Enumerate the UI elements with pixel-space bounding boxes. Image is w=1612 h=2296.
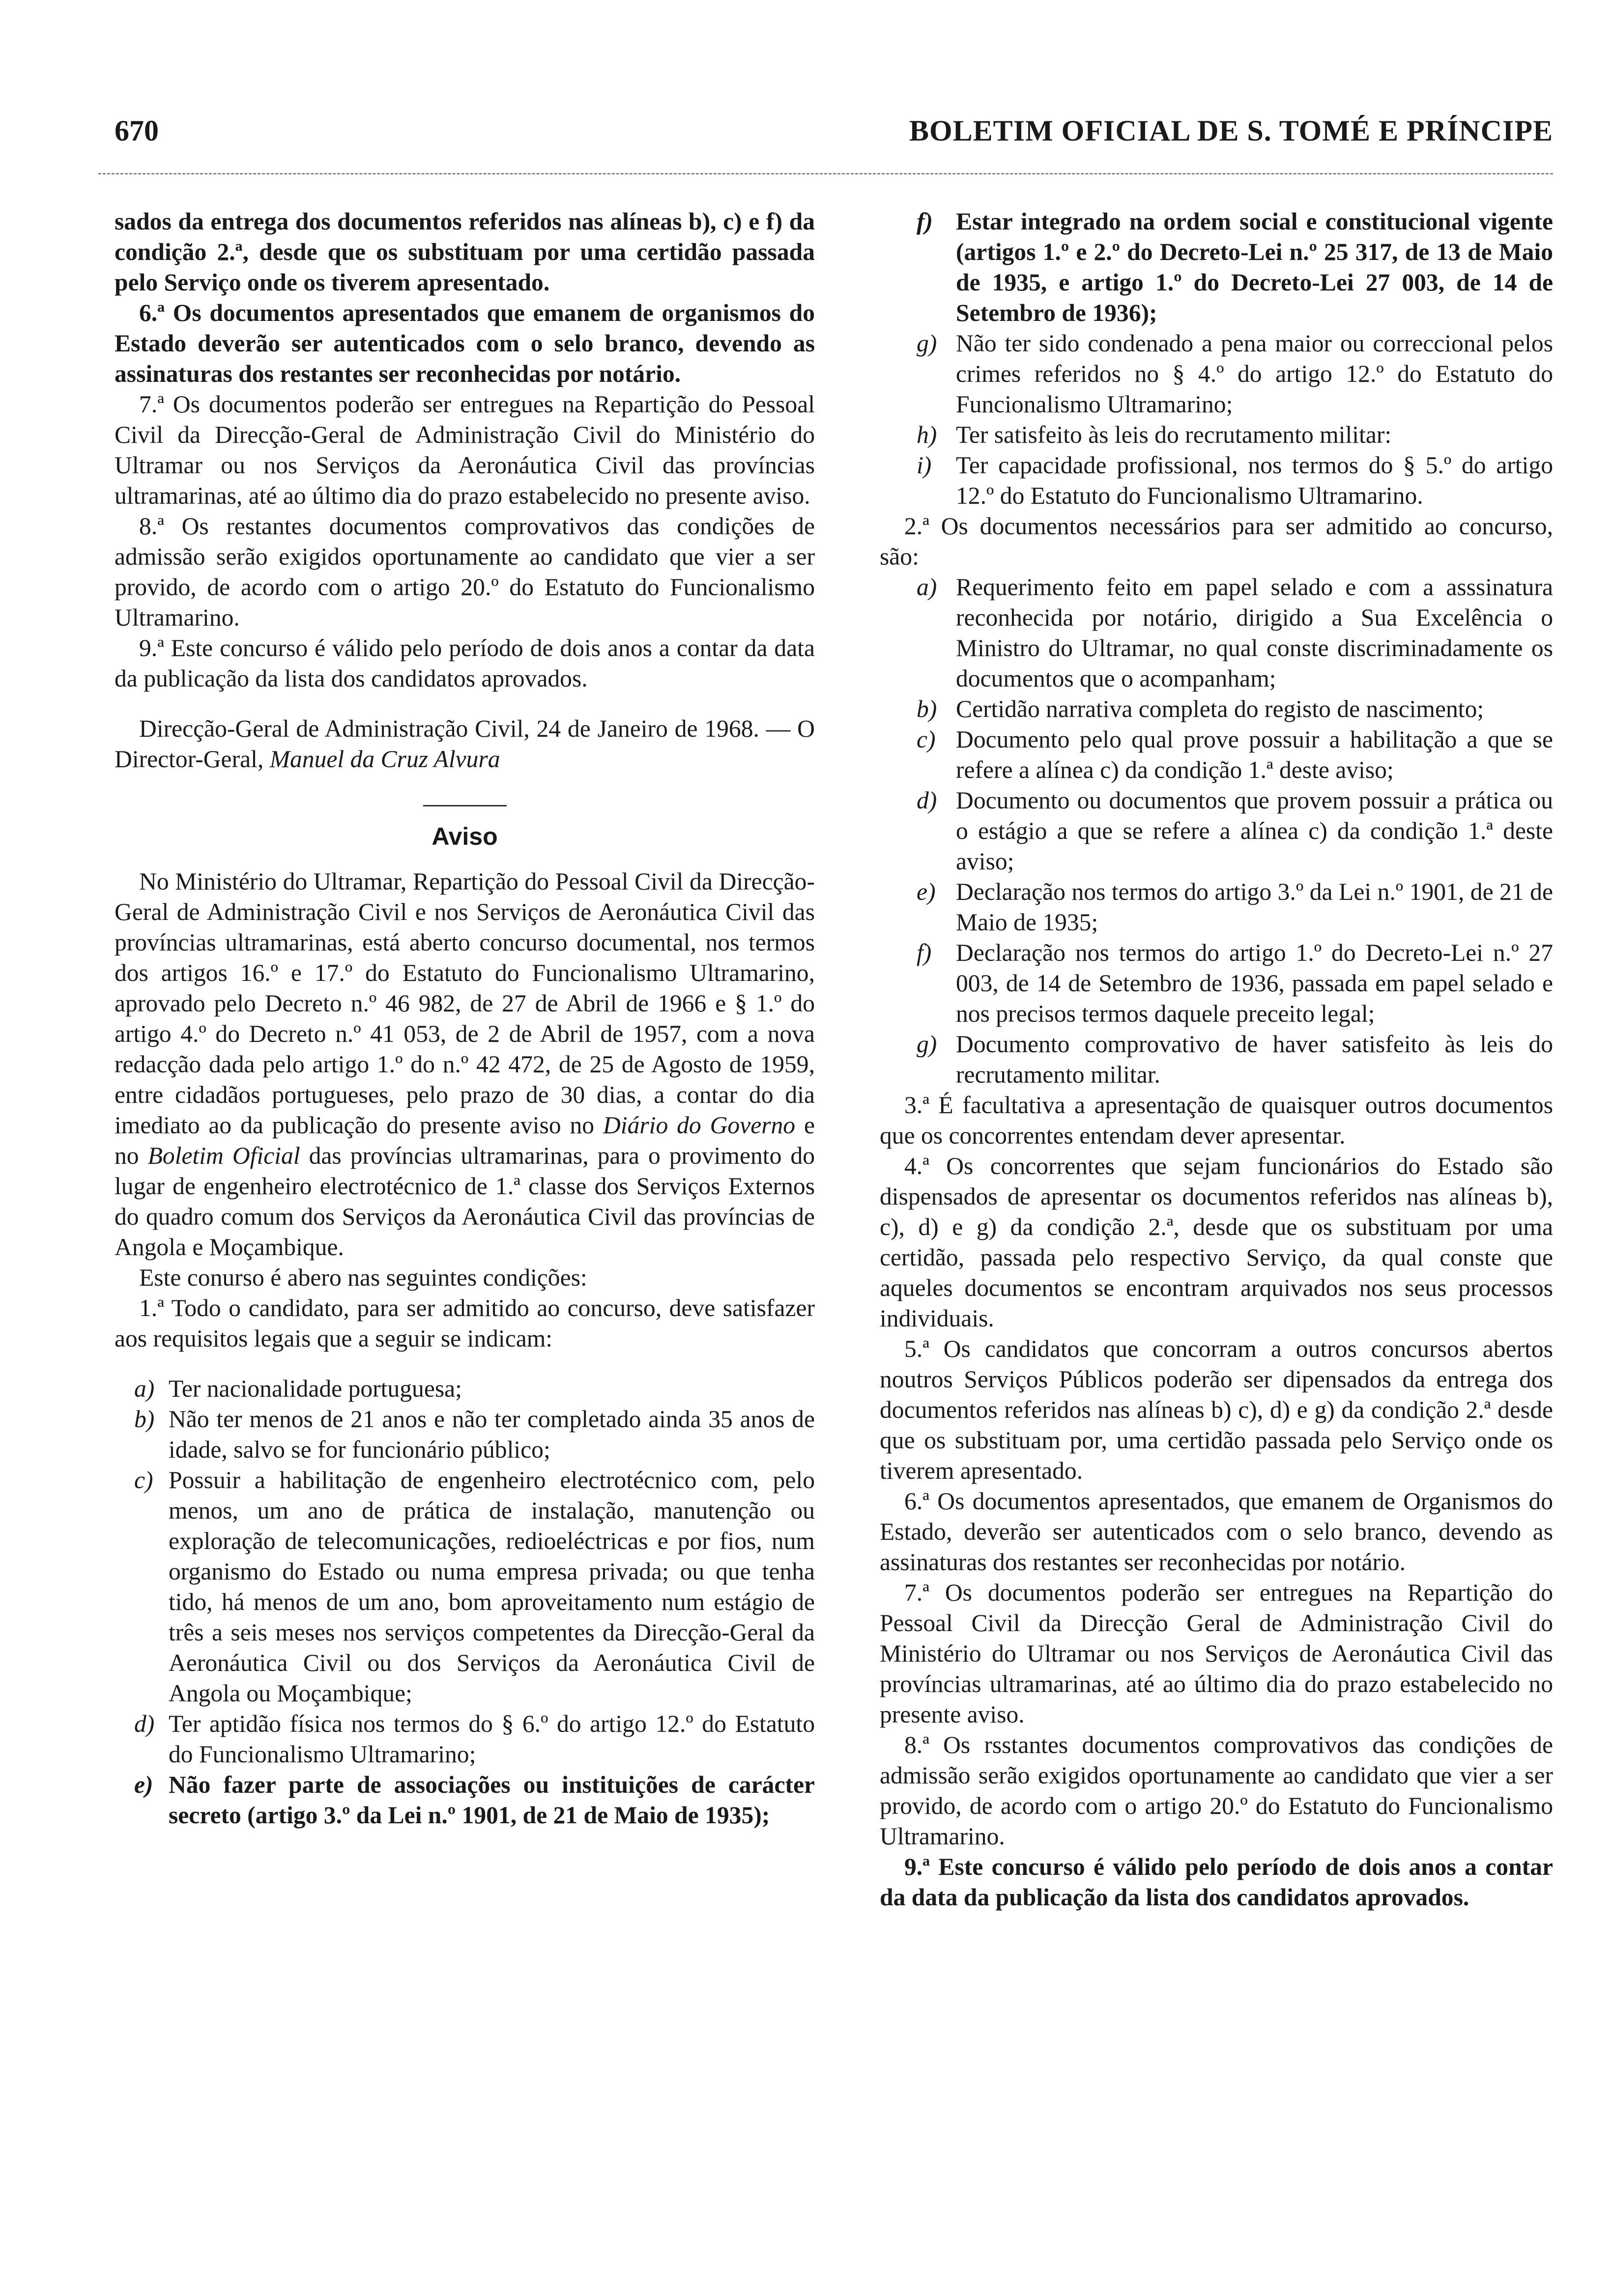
requirements-list xyxy=(115,1374,815,1831)
paragraph-8: 8.ª Os restantes documentos comprovativos das condições de admissão serão exigidos oportunamente ao candidato que vier a ser provido, de acordo com o artigo 20.º do Estatuto do Funcionalismo Ultramarino. xyxy=(115,513,815,631)
page-number: 670 xyxy=(115,115,159,147)
paragraph-6: 6.ª Os documentos apresentados que emanem de organismos do Estado deverão ser autenticados com o selo branco, devendo as assinaturas dos restantes ser reconhecidas por notário. xyxy=(115,299,815,387)
signature xyxy=(115,714,815,775)
aviso-title: Aviso xyxy=(432,823,498,850)
section-divider xyxy=(423,805,507,806)
aviso-paragraph-1: No Ministério do Ultramar, Repartição do Pessoal Civil da Direcção-Geral de Administração Civil e nos Serviços de Aeronáutica Civil das províncias ultramarinas, está aberto concurso documental, nos termos dos artigos 16.º e 17.º do Estatuto do Funcionalismo Ultramarino, aprovado pelo Decreto n.º 46 982, de 27 de Abril de 1966 e § 1.º do artigo 4.º do Decreto n.º 41 053, de 2 de Abril de 1957, com a nova redacção dada pelo artigo 1.º do n.º 42 472, de 25 de Agosto de 1959, entre cidadãos portugueses, pelo prazo de 30 dias, a contar do dia imediato ao da publicação do presente aviso no Diário do Governo e no Boletim Oficial das províncias ultramarinas, para o provimento do lugar de engenheiro electrotécnico de 1.ª classe dos Serviços Externos do quadro comum dos Serviços da Aeronáutica Civil das províncias de Angola e Moçambique. xyxy=(115,868,815,1261)
list-item: a) Requerimento feito em papel selado e com a asssinatura reconhecida por notário, dirigido a Sua Excelência o Ministro do Ultramar, no qual conste discriminadamente os documentos que o acompanham; xyxy=(917,574,1553,692)
left-column xyxy=(115,206,815,1831)
signature-text: Direcção-Geral de Administração Civil, 24 de Janeiro de 1968. — O Director-Geral, xyxy=(115,715,815,773)
list-item: d) Ter aptidão física nos termos do § 6.º do artigo 12.º do Estatuto do Funcionalismo Ultramarino; xyxy=(134,1710,815,1768)
list-item: b) Certidão narrativa completa do registo de nascimento; xyxy=(917,695,1484,722)
page-header xyxy=(0,0,1612,177)
aviso-paragraph-3: 1.ª Todo o candidato, para ser admitido ao concurso, deve satisfazer aos requisitos legais que a seguir se indicam: xyxy=(115,1294,815,1352)
paragraph-8: 8.ª Os rsstantes documentos comprovativos das condições de admissão serão exigidos oportunamente ao candidato que vier a ser provido, de acordo com o artigo 20.º do Estatuto do Funcionalismo Ultramarino. xyxy=(880,1731,1553,1850)
paragraph-5: 5.ª Os candidatos que concorram a outros concursos abertos noutros Serviços Públicos poderão ser dipensados da entrega dos documentos referidos nas alíneas b) c), d) e g) da condição 2.ª desde que os substituam por, uma certidão passada pelo Serviço onde os tiverem apresentado. xyxy=(880,1335,1553,1484)
header-rule xyxy=(98,173,1553,174)
list-item: d) Documento ou documentos que provem possuir a prática ou o estágio a que se refere a alínea c) da condição 1.ª deste aviso; xyxy=(917,787,1553,875)
aviso-paragraph-2: Este conurso é abero nas seguintes condições: xyxy=(139,1264,587,1291)
right-column xyxy=(880,206,1553,1913)
signature-name: Manuel da Cruz Alvura xyxy=(269,746,500,773)
list-item: f) Declaração nos termos do artigo 1.º do Decreto-Lei n.º 27 003, de 14 de Setembro de 1936, passada em papel selado e nos precisos termos daquele preceito legal; xyxy=(917,939,1553,1027)
paragraph-2: 2.ª Os documentos necessários para ser admitido ao concurso, são: xyxy=(880,513,1553,570)
list-item: e) Não fazer parte de associações ou instituições de carácter secreto (artigo 3.º da Lei n.º 1901, de 21 de Maio de 1935); xyxy=(134,1771,815,1829)
list-item: f) Estar integrado na ordem social e constitucional vigente (artigos 1.º e 2.º do Decreto-Lei n.º 25 317, de 13 de Maio de 1935, e artigo 1.º do Decreto-Lei 27 003, de 14 de Setembro de 1936); xyxy=(917,208,1553,326)
paragraph-6: 6.ª Os documentos apresentados, que emanem de Organismos do Estado, deverão ser autenticados com o selo branco, devendo as assinaturas dos restantes ser reconhecidas por notário. xyxy=(880,1488,1553,1576)
list-item: e) Declaração nos termos do artigo 3.º da Lei n.º 1901, de 21 de Maio de 1935; xyxy=(917,878,1553,936)
list-item: i) Ter capacidade profissional, nos termos do § 5.º do artigo 12.º do Estatuto do Funcionalismo Ultramarino. xyxy=(917,452,1553,509)
list-item: a) Ter nacionalidade portuguesa; xyxy=(134,1375,462,1402)
paragraph-9: 9.ª Este concurso é válido pelo período de dois anos a contar da data da publicação da lista dos candidatos aprovados. xyxy=(115,634,815,692)
paragraph-7: 7.ª Os documentos poderão ser entregues na Repartição do Pessoal Civil da Direcção-Geral de Administração Civil do Ministério do Ultramar ou nos Serviços da Aeronáutica Civil das províncias ultramarinas, até ao último dia do prazo estabelecido no presente aviso. xyxy=(115,391,815,509)
list-item: c) Possuir a habilitação de engenheiro electrotécnico com, pelo menos, um ano de prática de instalação, manutenção ou exploração de telecomunicações, redioeléctricas e por fios, num organismo do Estado ou numa empresa privada; ou que tenha tido, há menos de um ano, bom aproveitamento num estágio de três a seis meses nos serviços competentes da Direcção-Geral da Aeronáutica Civil ou dos Serviços da Aeronáutica Civil de Angola ou Moçambique; xyxy=(134,1466,815,1707)
list-item: c) Documento pelo qual prove possuir a habilitação a que se refere a alínea c) da condição 1.ª deste aviso; xyxy=(917,726,1553,783)
documents-list xyxy=(880,572,1553,1090)
paragraph-4: 4.ª Os concorrentes que sejam funcionários do Estado são dispensados de apresentar os documentos referidos nas alíneas b), c), d) e g) da condição 2.ª, desde que os substituam por uma certidão, passada pelo respectivo Serviço, da qual conste que aqueles documentos se encontram arquivados nos seus processos individuais. xyxy=(880,1152,1553,1332)
boletim-oficial: Boletim Oficial xyxy=(147,1142,300,1169)
list-item: h) Ter satisfeito às leis do recrutamento militar: xyxy=(917,421,1392,448)
diario-do-governo: Diário do Governo xyxy=(603,1112,796,1139)
requirements-list-cont xyxy=(880,206,1553,511)
list-item: g) Não ter sido condenado a pena maior ou correccional pelos crimes referidos no § 4.º do artigo 12.º do Estatuto do Funcionalismo Ultramarino; xyxy=(917,330,1553,418)
list-item: g) Documento comprovativo de haver satisfeito às leis do recrutamento militar. xyxy=(917,1031,1553,1088)
journal-title: BOLETIM OFICIAL DE S. TOMÉ E PRÍNCIPE xyxy=(909,115,1553,147)
paragraph-7: 7.ª Os documentos poderão ser entregues na Repartição do Pessoal Civil da Direcção Geral de Administração Civil do Ministério do Ultramar ou nos Serviços de Aeronáutica Civil das províncias ultramarinas, até ao último dia do prazo estabelecido no presente aviso. xyxy=(880,1579,1553,1728)
list-item: b) Não ter menos de 21 anos e não ter completado ainda 35 anos de idade, salvo se for funcionário público; xyxy=(134,1406,815,1463)
paragraph-9: 9.ª Este concurso é válido pelo período de dois anos a contar da data da publicação da lista dos candidatos aprovados. xyxy=(880,1853,1553,1911)
paragraph-3: 3.ª É facultativa a apresentação de quaisquer outros documentos que os concorrentes entendam dever apresentar. xyxy=(880,1091,1553,1149)
paragraph-cont: sados da entrega dos documentos referidos nas alíneas b), c) e f) da condição 2.ª, desde que os substituam por uma certidão passada pelo Serviço onde os tiverem apresentado. xyxy=(115,208,815,296)
